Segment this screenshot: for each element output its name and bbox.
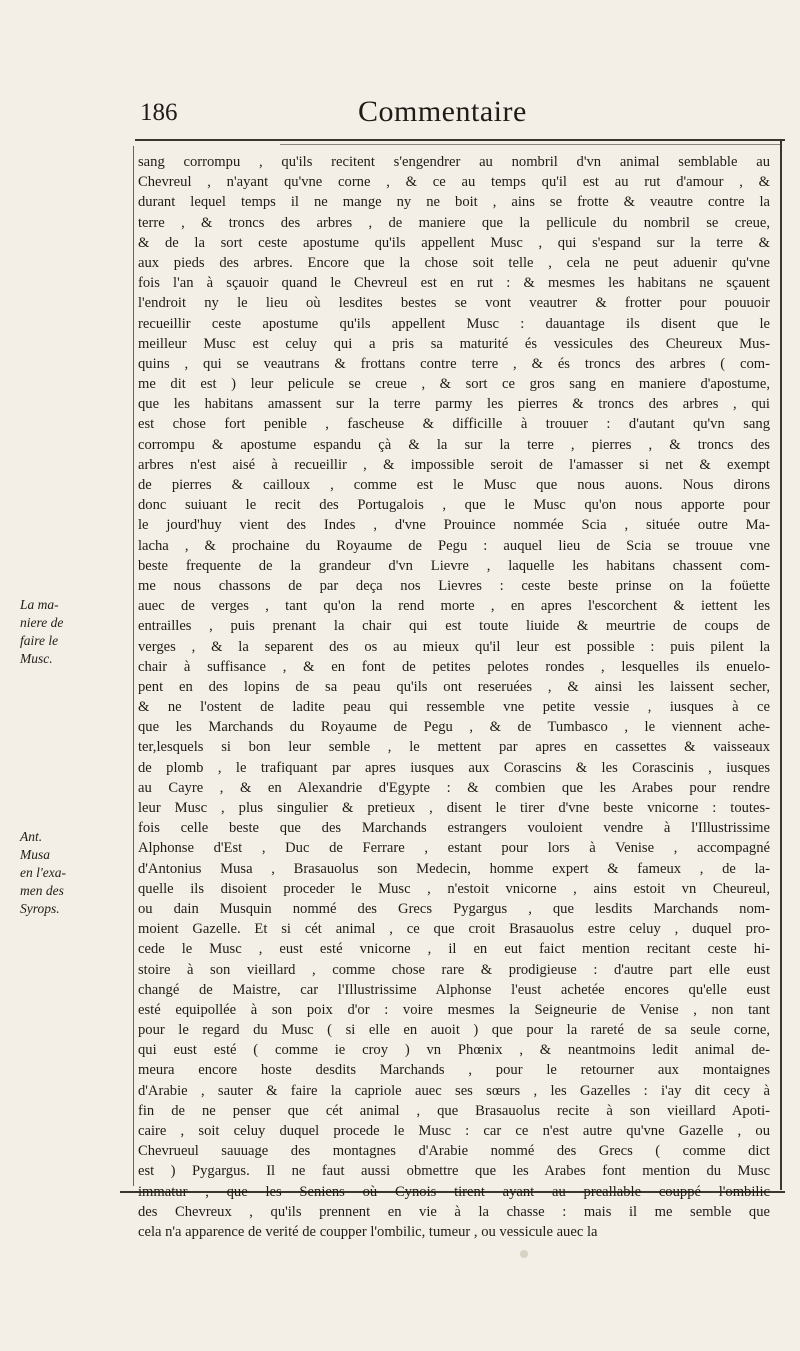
margin-note-line: niere de xyxy=(20,615,64,630)
text-line: quelle ils disoient proceder le Musc , n'estoit vnicorne , ains estoit vn Cheureul, xyxy=(138,880,770,897)
text-line: des Chevreux , qu'ils prennent en vie à la chasse : mais il me semble que xyxy=(138,1203,770,1220)
text-line: & ne l'ostent de ladite peau qui ressemble vne petite vessie , iusques à ce xyxy=(138,699,770,716)
margin-note-musc xyxy=(20,596,118,668)
body-text xyxy=(138,152,770,1242)
text-line: terre , & troncs des arbres , de maniere que la pellicule du nombril se creue, xyxy=(138,214,770,231)
text-line: verges , & la separent des os au mieux qu'il leur est possible : puis pilent la xyxy=(138,638,770,655)
text-line: cela n'a apparence de verité de coupper l'ombilic, tumeur , ou vessicule auec la xyxy=(138,1223,598,1240)
text-line: moient Gazelle. Et si cét animal , ce que croit Brasauolus estre celuy , duquel pro- xyxy=(138,921,770,938)
header-rule-thin xyxy=(280,144,780,145)
margin-note-line: Syrops. xyxy=(20,901,60,916)
text-line: me nous chassons de par deça nos Lievres : ceste beste prinse on la foüette xyxy=(138,577,770,594)
text-line: le jourd'huy vient des Indes , d'vne Prouince nommée Scia , située outre Ma- xyxy=(138,517,770,534)
text-line: stoire à son vieillard , comme chose rare & prodigieuse : d'autre part elle eust xyxy=(138,961,770,978)
text-line: & de la sort ceste apostume qu'ils appellent Musc , qui s'espand sur la terre & xyxy=(138,234,770,251)
text-line: ter,lesquels si bon leur semble , le mettent par apres en cassettes & vaisseaux xyxy=(138,739,770,756)
running-title: Commentaire xyxy=(358,95,527,128)
text-line: pour le regard du Musc ( si elle en auoit ) que pour la rareté de sa seule corne, xyxy=(138,1022,770,1039)
text-line: caire , soit celuy duquel procede le Musc : car ce n'est autre qu'vne Gazelle , ou xyxy=(138,1123,770,1139)
margin-note-line: La ma- xyxy=(20,597,59,612)
text-line: qui eust esté ( comme ie croy ) vn Phœnix , & neantmoins ledit animal de- xyxy=(138,1042,770,1059)
margin-note-line: faire le xyxy=(20,633,59,648)
margin-note-line: Ant. xyxy=(20,829,43,844)
text-line: durant lequel temps il ne mange ny ne boit , ains se frotte & veautre contre la xyxy=(138,194,770,211)
margin-rule-right xyxy=(780,140,782,1190)
text-line: donc suiuant le recit des Portugalois , que le Musc qu'on nous apporte pour xyxy=(138,497,770,514)
text-line: recueillir ceste apostume qu'ils appellent Musc : dauantage ils disent que le xyxy=(138,315,770,332)
text-line: au Cayre , & en Alexandrie d'Egypte : & combien que les Arabes pour rendre xyxy=(138,779,770,796)
text-line: quins , qui se veautrans & frottans contre terre , & és troncs des arbres ( com- xyxy=(138,355,770,372)
text-line: de plomb , le trafiquant par apres iusques aux Corascins & les Corascinis , iusques xyxy=(138,759,770,776)
page-number: 186 xyxy=(140,99,178,126)
paper-stain xyxy=(520,1250,528,1258)
text-line: fin de ne penser que cét animal , que Brasauolus recite à son vieillard Apoti- xyxy=(138,1102,770,1119)
text-line: esté equipollée à son poix d'or : voire mesmes la Seigneurie de Venise , non tant xyxy=(138,1001,770,1018)
margin-rule-left xyxy=(133,146,134,1186)
text-line: Chevreul , n'ayant qu'vne corne , & ce au temps qu'il est au rut d'amour , & xyxy=(138,174,770,191)
text-line: d'Antonius Musa , Brasauolus son Medecin, homme expert & fameux , de la- xyxy=(138,860,770,877)
text-line: aux pieds des arbres. Encore que la chose soit telle , cela ne peut aduenir qu'vne xyxy=(138,254,770,271)
text-line: auec de verges , tant qu'on la rend morte , en apres l'escorchent & iettent les xyxy=(138,598,770,615)
text-line: chair à suffisance , & en font de petites pelotes rondes , lesquelles ils enuelo- xyxy=(138,658,770,675)
text-line: leur Musc , plus singulier & pretieux , disent le tirer d'vne beste vnicorne : toutes- xyxy=(138,800,770,816)
text-line: meilleur Musc est celuy qui a pris sa maturité és vessicules des Cheureux Mus- xyxy=(138,335,770,352)
text-line: arbres n'est aisé à recueillir , & impossible seroit de l'amasser si net & exempt xyxy=(138,456,770,473)
text-line: Alphonse d'Est , Duc de Ferrare , estant pour lors à Venise , accompagné xyxy=(138,840,770,857)
page-header xyxy=(140,95,785,135)
text-line: que les habitans amassent sur la terre parmy les pierres & troncs des arbres , qui xyxy=(138,396,770,413)
margin-note-line: Musc. xyxy=(20,651,53,666)
text-line: que les Marchands du Royaume de Pegu , & de Tumbasco , le viennent ache- xyxy=(138,719,770,736)
text-line: pent en des lopins de sa peau qu'ils ont reseruées , & ainsi les laissent secher, xyxy=(138,678,770,695)
text-line: fois celle beste que des Marchands estrangers vouloient vendre à l'Illustrissime xyxy=(138,820,770,837)
text-line: corrompu & apostume espandu çà & la sur la terre , pierres , & troncs des xyxy=(138,436,770,453)
margin-note-line: Musa xyxy=(20,847,50,862)
text-line: sang corrompu , qu'ils recitent s'engendrer au nombril d'vn animal semblable au xyxy=(138,154,770,170)
text-line: fois l'an à sçauoir quand le Chevreul est en rut : & mesmes les habitans ne sçauent xyxy=(138,275,770,292)
margin-note-line: en l'exa- xyxy=(20,865,66,880)
text-line: l'endroit ny le lieu où lesdites bestes se vont veautrer & frotter pour pouuoir xyxy=(138,295,770,312)
margin-note-line: men des xyxy=(20,883,64,898)
header-rule xyxy=(135,139,785,141)
text-line: cede le Musc , eust esté vnicorne , il en eut faict mention recitant ceste hi- xyxy=(138,941,770,958)
text-line: meura encore hoste desdits Marchands , pour le retourner aux montaignes xyxy=(138,1062,770,1079)
text-line: Chevrueul sauuage des montagnes d'Arabie nommé des Grecs ( comme dict xyxy=(138,1143,770,1160)
text-line: de pierres & cailloux , comme est le Musc que nous auons. Nous dirons xyxy=(138,477,770,493)
text-line: immatur , que les Seniens où Cynois tirent ayant au preallable couppé l'ombilic xyxy=(138,1183,770,1200)
text-line: entrailles , puis prenant la chair qui est toute liuide & meurtrie de coups de xyxy=(138,618,770,635)
text-line: lacha , & prochaine du Royaume de Pegu : auquel lieu de Scia se trouue vne xyxy=(138,537,770,554)
text-line: ou dain Musquin nommé des Grecs Pygargus , que lesdits Marchands nom- xyxy=(138,900,770,917)
text-line: beste frequente de la grandeur d'vn Lievre , laquelle les habitans chassent com- xyxy=(138,557,770,574)
text-line: changé de Maistre, car l'Illustrissime Alphonse l'eust achetée encores qu'elle eust xyxy=(138,981,770,998)
text-line: me dit est ) leur pelicule se creue , & sort ce gros sang en maniere d'apostume, xyxy=(138,376,770,393)
text-line: est chose fort penible , fascheuse & difficille à trouuer : d'autant qu'vn sang xyxy=(138,416,770,433)
text-line: d'Arabie , sauter & faire la capriole auec ses sœurs , les Gazelles : i'ay dit cecy à xyxy=(138,1082,770,1099)
margin-note-musa xyxy=(20,828,118,918)
text-line: est ) Pygargus. Il ne faut aussi obmettre que les Arabes font mention du Musc xyxy=(138,1163,770,1180)
